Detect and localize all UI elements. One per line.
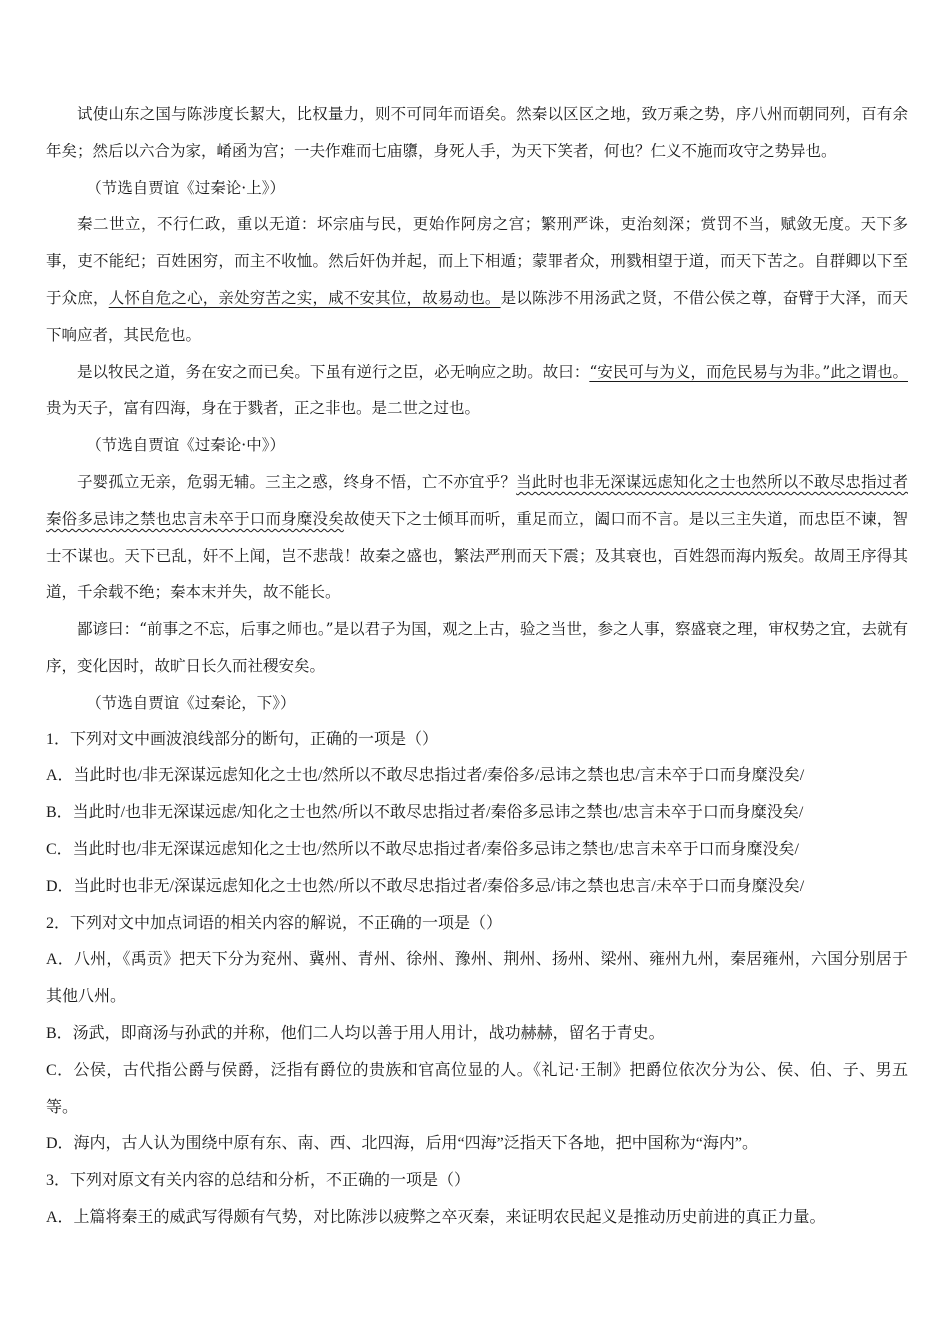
passage-paragraph-2 — [46, 206, 908, 353]
question-2-option-b: B．汤武，即商汤与孙武的并称，他们二人均以善于用人用计，战功赫赫，留名于青史。 — [46, 1024, 665, 1042]
passage-paragraph-3 — [46, 354, 908, 428]
question-1-option-c: C．当此时也/非无深谋远虑知化之士也/然所以不敢尽忠指过者/秦俗多忌讳之禁也/忠言未卒于口而身糜没矣/ — [46, 840, 799, 858]
question-1-option-d: D．当此时也非无/深谋远虑知化之士也然/所以不敢尽忠指过者/秦俗多忌/讳之禁也忠言/未卒于口而身糜没矣/ — [46, 877, 805, 895]
question-2-stem: 2．下列对文中加点词语的相关内容的解说，不正确的一项是（） — [46, 914, 503, 932]
question-1-option-a: A．当此时也/非无深谋远虑知化之士也/然所以不敢尽忠指过者/秦俗多/忌讳之禁也忠/言未卒于口而身糜没矣/ — [46, 767, 805, 785]
underlined-sentence-1: 人怀自危之心，亲处穷苦之实，咸不安其位，故易动也。 — [108, 288, 501, 307]
passage-paragraph-4 — [46, 464, 908, 611]
passage-paragraph-5: 鄙谚曰：“前事之不忘，后事之师也。”是以君子为国，观之上古，验之当世，参之人事，察盛衰之理，审权势之宜，去就有序，变化因时，故旷日长久而社稷安矣。 — [46, 620, 908, 675]
document-body — [46, 96, 908, 1237]
question-3-stem: 3．下列对原文有关内容的总结和分析，不正确的一项是（） — [46, 1172, 471, 1190]
question-2-option-a: A．八州，《禹贡》把天下分为兖州、冀州、青州、徐州、豫州、荆州、扬州、梁州、雍州九州，秦居雍州，六国分别居于其他八州。 — [46, 951, 908, 1006]
paragraph-4-text-after: 故使天下之士倾耳而听，重足而立，阖口而不言。是以三主失道，而忠臣不谏，智士不谋也。天下已乱，奸不上闻，岂不悲哉！故秦之盛也，繁法严刑而天下震；及其衰也，百姓怨而海内叛矣。故周王序得其道，千余载不绝；秦本末并失，故不能长。 — [46, 509, 908, 602]
passage-source-1: （节选自贾谊《过秦论·上》） — [86, 178, 285, 197]
paragraph-4-text-before: 子婴孤立无亲，危弱无辅。三主之惑，终身不悟，亡不亦宜乎？ — [77, 472, 517, 491]
passage-source-3: （节选自贾谊《过秦论，下》） — [86, 693, 296, 712]
passage-paragraph-1: 试使山东之国与陈涉度长絜大，比权量力，则不可同年而语矣。然秦以区区之地，致万乘之势，序八州而朝同列，百有余年矣；然后以六合为家，崤函为宫；一夫作难而七庙隳，身死人手，为天下笑者，何也？仁义不施而攻守之势异也。 — [46, 105, 908, 160]
paragraph-3-text-before: 是以牧民之道，务在安之而已矣。下虽有逆行之臣，必无响应之助。故曰： — [77, 362, 590, 381]
wavy-underlined-passage: 当此时也非无深谋远虑知化之士也然所以不敢尽忠指过者秦俗多忌讳之禁也忠言未卒于口而身糜没矣 — [46, 472, 908, 528]
passage-source-2: （节选自贾谊《过秦论·中》） — [86, 436, 285, 455]
paragraph-2-text-before: 秦二世立，不行仁政，重以无道：坏宗庙与民，更始作阿房之宫；繁刑严诛，吏治刻深；赏罚不当，赋敛无度。天下多事，吏不能纪；百姓困穷，而主不收恤。然后奸伪并起，而上下相遁；蒙罪者众，刑戮相望于道，而天下苦之。自群卿以下至于众庶， — [46, 215, 908, 307]
question-1-stem: 1．下列对文中画波浪线部分的断句，正确的一项是（） — [46, 730, 439, 748]
question-2-option-c: C．公侯，古代指公爵与侯爵，泛指有爵位的贵族和官高位显的人。《礼记·王制》把爵位依次分为公、侯、伯、子、男五等。 — [46, 1061, 908, 1116]
question-1-option-b: B．当此时/也非无深谋远虑/知化之士也然/所以不敢尽忠指过者/秦俗多忌讳之禁也/忠言未卒于口而身糜没矣/ — [46, 804, 804, 822]
question-3-option-a: A．上篇将秦王的威武写得颇有气势，对比陈涉以疲弊之卒灭秦，来证明农民起义是推动历史前进的真正力量。 — [46, 1208, 826, 1226]
underlined-sentence-2: “安民可与为义，而危民易与为非。”此之谓也。 — [589, 362, 908, 381]
paragraph-2-text-after: 是以陈涉不用汤武之贤，不借公侯之尊，奋臂于大泽，而天下响应者，其民危也。 — [46, 288, 908, 344]
paragraph-3-text-after: 贵为天子，富有四海，身在于戮者，正之非也。是二世之过也。 — [46, 399, 481, 418]
question-2-option-d: D．海内，古人认为围绕中原有东、南、西、北四海，后用“四海”泛指天下各地，把中国称为“海内”。 — [46, 1135, 758, 1153]
